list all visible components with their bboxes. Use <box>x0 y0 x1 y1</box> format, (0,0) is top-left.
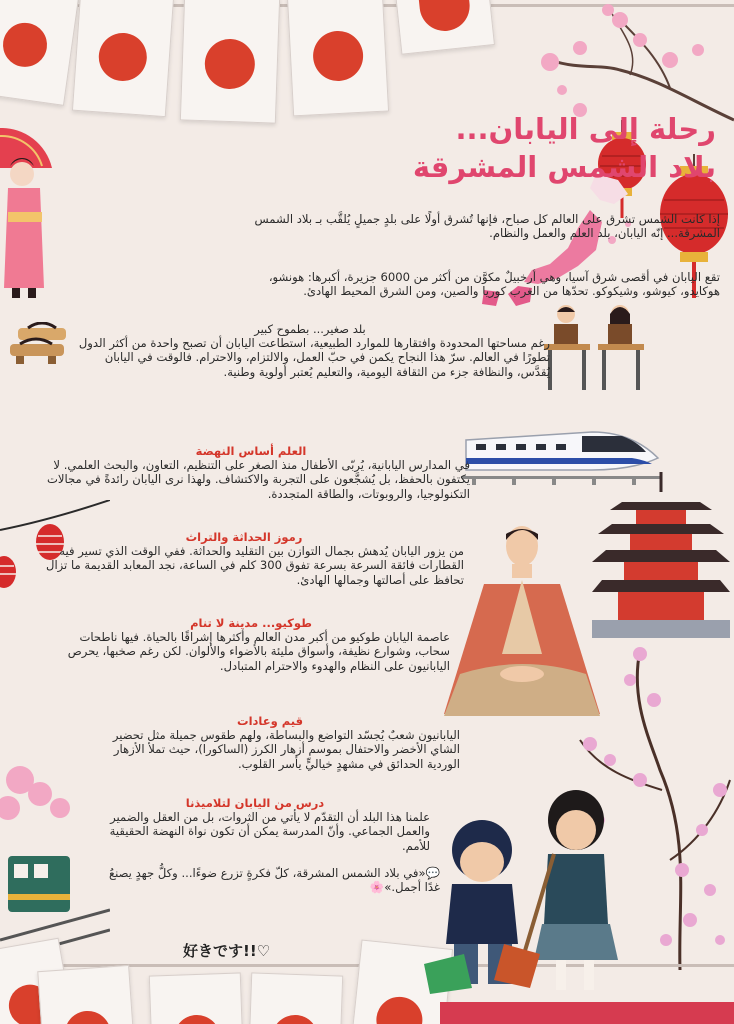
section-heading: قيم وعادات <box>237 714 303 728</box>
section-text: في المدارس اليابانية، يُربّى الأطفال منذ الصغر على التنظيم، التعاون، والبحث العلمي. لا يكتفون بالحفظ، بل يُشجَّعون على التجربة والاكتشاف. ولهذا نرى اليابان رائدةً في مجالات التكنولوجيا، والروبوتات، والطاقة المتجددة. <box>47 458 470 501</box>
section-heading: طوكيو... مدينة لا تنام <box>190 616 312 630</box>
japan-flag-bunting <box>287 0 389 116</box>
japan-flag-bunting <box>180 0 280 124</box>
page-title <box>196 110 716 186</box>
japan-flag-bunting <box>72 0 174 117</box>
section-text: عاصمة اليابان طوكيو من أكبر مدن العالم وأكثرها إشراقًا بالحياة. فيها ناطحات سحاب، وشوارع نظيفة، وأسواق مليئة بالأضواء والألوان. لكن رغم صخبها، يحرص اليابانيون على النظام والهدوء والاحترام المتبادل. <box>67 630 450 673</box>
japan-flag-bunting <box>37 965 134 1024</box>
title-line-2: بلاد الشمس المشرقة <box>412 150 716 184</box>
geta-sandals-icon <box>8 322 70 376</box>
pagoda-icon <box>592 472 730 640</box>
section-2 <box>32 444 470 501</box>
section-6 <box>80 796 430 853</box>
section-4 <box>52 616 450 673</box>
intro-paragraph-1: إذا كانت الشمس تشرق على العالم كل صباح، فإنها تُشرق أولًا على بلدٍ جميلٍ يُلقَّب بـ بلاد الشمس المشرقة... إنّه اليابان، بلد العلم والعمل والنظام. <box>254 212 720 241</box>
section-heading: رموز الحداثة والتراث <box>185 530 303 544</box>
geisha-umbrella-icon <box>0 128 58 300</box>
cleaning-children-icon <box>424 784 644 1004</box>
section-1 <box>70 322 550 379</box>
section-heading: العلم أساس النهضة <box>195 444 307 458</box>
japan-flag-bunting <box>0 0 79 106</box>
closing-quote: 💬«في بلاد الشمس المشرقة، كلّ فكرةٍ تزرع ضوءًا... وكلُّ جهدٍ يصنعُ غدًا أجمل.»🌸 <box>108 866 440 895</box>
section-5 <box>80 714 460 771</box>
section-text: من يزور اليابان يُدهش بجمال التوازن بين التقليد والحداثة. ففي الوقت الذي تسير فيه القطارات فائقة السرعة بسرعة تفوق 300 كلم في الساعة، نجد المعابد القديمة ما تزال تحافظ على أصالتها وجمالها الهادئ. <box>46 544 464 587</box>
section-text: رغم مساحتها المحدودة وافتقارها للموارد الطبيعية، استطاعت اليابان أن تصبح واحدة من أكثر الدول تطورًا في العالم. سرّ هذا النجاح يكمن في حبّ العمل، والالتزام، والاحترام. فالوقت في اليابان يُقدَّس، والنظافة جزء من الثقافة اليومية، والتعليم يُعتبر أولوية وطنية. <box>78 336 550 379</box>
title-line-1: رحلة إلى اليابان... <box>455 112 716 146</box>
students-at-desks-icon <box>542 302 646 394</box>
section-heading: بلد صغير... بطموح كبير <box>254 322 366 336</box>
section-heading: درس من اليابان لتلاميذنا <box>185 796 325 810</box>
japan-flag-bunting <box>395 0 495 55</box>
section-3 <box>24 530 464 587</box>
japan-flag-bunting <box>249 972 343 1024</box>
footer-japanese-text: 好きです!!♡ <box>183 942 271 960</box>
section-text: اليابانيون شعبٌ يُجسّد التواضع والبساطة، ولهم طقوس جميلة مثل تحضير الشاي الأخضر والاحتفال بموسم أزهار الكرز (الساكورا)، حيث تملأ الأزهار الوردية الحدائق في مشهدٍ خياليٍّ يأسر القلوب. <box>112 728 460 771</box>
red-carpet <box>440 1002 734 1024</box>
intro-paragraph-2: تقع اليابان في أقصى شرق آسيا، وهي أرخبيلٌ مكوَّن من أكثر من 6000 جزيرة، أكبرها: هونشو، هوكايدو، كيوشو، وشيكوكو. تحدّها من الغرب كوريا والصين، ومن الشرق المحيط الهادئ. <box>268 270 720 299</box>
section-text: علمنا هذا البلد أن التقدّم لا يأتي من الثروات، بل من العقل والضمير والعمل الجماعي. وأنّ المدرسة يمكن أن تكون نواة النهضة الحقيقية للأمم. <box>109 810 430 853</box>
japan-flag-bunting <box>149 972 243 1024</box>
